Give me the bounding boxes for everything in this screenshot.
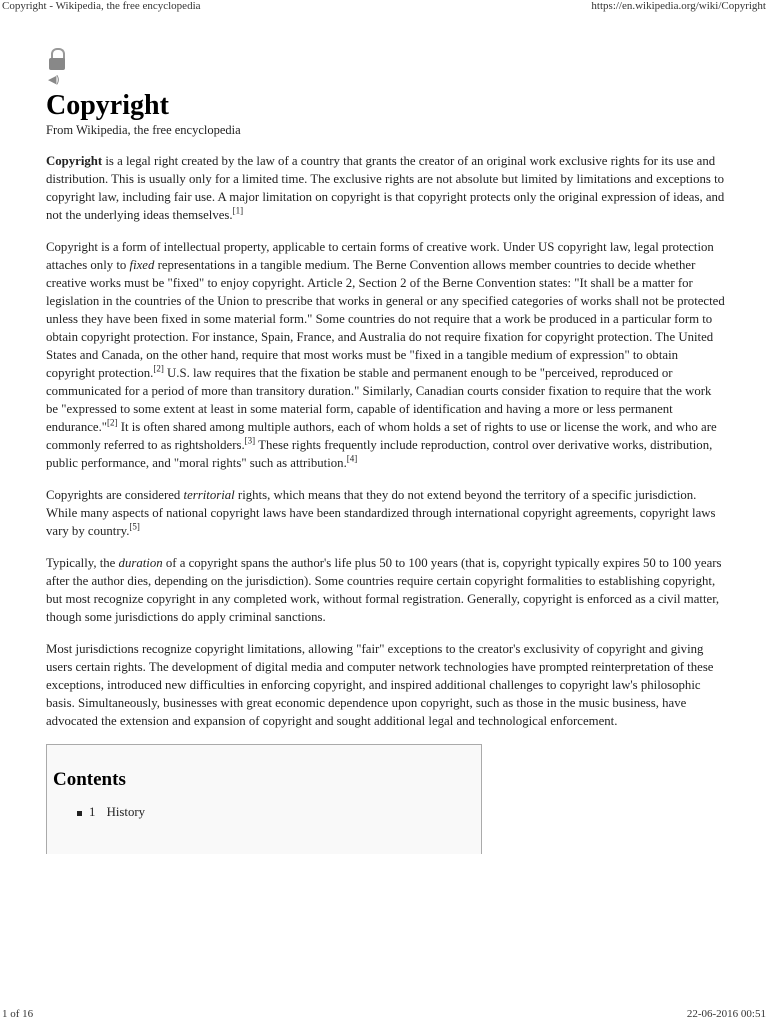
table-of-contents	[46, 744, 482, 854]
citation-link[interactable]: [5]	[129, 521, 140, 532]
paragraph-4: Typically, the duration of a copyright spans the author's life plus 50 to 100 years (that is, copyright typically expires 50 to 100 years after the author dies, depending on the jurisdiction). Some countries require certain copyright formalities to establishing copyright, but most recognize copyright in any completed work, without formal registration. Generally, copyright is enforced as a civil matter, though some jurisdictions do apply criminal sanctions.	[46, 556, 722, 624]
print-timestamp: 22-06-2016 00:51	[686, 1008, 766, 1020]
bold-term: Copyright	[46, 154, 103, 168]
citation-link[interactable]: [3]	[244, 435, 256, 446]
page-title: Copyright	[46, 90, 169, 121]
print-footer	[0, 1008, 768, 1024]
paragraph-5: Most jurisdictions recognize copyright limitations, allowing "fair" exceptions to the creator's exclusivity of copyright and giving users certain rights. The development of digital media and computer network technologies have prompted reinterpretation of these exceptions, introduced new difficulties in enforcing copyright, and inspired additional challenges to copyright law's philosophic basis. Simultaneously, businesses with great economic dependence upon copyright, such as those in the music business, have advocated the extension and expansion of copyright and sought additional legal and technological enforcement.	[46, 642, 714, 728]
citation-link[interactable]: [1]	[232, 205, 244, 216]
citation-link[interactable]: [4]	[346, 453, 358, 464]
paragraph-3: Copyrights are considered territorial rights, which means that they do not extend beyond the territory of a specific jurisdiction. While many aspects of national copyright laws have been standardized through international copyright agreements, copyright laws vary by country.[5]	[46, 488, 716, 538]
print-header	[0, 0, 768, 16]
citation-link[interactable]: [2]	[153, 363, 164, 374]
print-header-title: Copyright - Wikipedia, the free encyclopedia	[2, 0, 201, 12]
toc-item-number: 1	[89, 805, 96, 819]
toc-item-label[interactable]: History	[106, 805, 146, 819]
bullet-icon	[77, 811, 82, 816]
paragraph-1: Copyright is a legal right created by the law of a country that grants the creator of an original work exclusive rights for its use and distribution. This is usually only for a limited time. The exclusive rights are not absolute but limited by limitations and exceptions to copyright law, including fair use. A major limitation on copyright is that copyright protects only the original expression of ideas, and not the underlying ideas themselves.[1]	[46, 154, 725, 222]
citation-link[interactable]: [2]	[107, 417, 118, 428]
page-tagline: From Wikipedia, the free encyclopedia	[46, 123, 241, 137]
print-header-url: https://en.wikipedia.org/wiki/Copyright	[591, 0, 766, 12]
toc-item-history[interactable]	[53, 805, 481, 820]
page-count: 1 of 16	[2, 1008, 34, 1020]
lock-speaker-icon[interactable]: ◀)	[48, 48, 66, 88]
toc-title: Contents	[53, 769, 126, 790]
paragraph-2: Copyright is a form of intellectual property, applicable to certain forms of creative work. Under US copyright law, legal protection attaches only to fixed representations in a tangible medium. The Berne Convention allows member countries to decide whether creative works must be "fixed" to enjoy copyright. Article 2, Section 2 of the Berne Convention states: "It shall be a matter for legislation in the countries of the Union to prescribe that works in general or any specified categories of works shall not be protected unless they have been fixed in some material form." Some countries do not require that a work be produced in a particular form to obtain copyright protection. For instance, Spain, France, and Australia do not require fixation for copyright protection. The United States and Canada, on the other hand, require that most works must be "fixed in a tangible medium of expression" to obtain copyright protection.[2] U.S. law requires that the fixation be stable and permanent enough to be "perceived, reproduced or communicated for a period of more than transitory duration." Similarly, Canadian courts consider fixation to require that the work be "expressed to some extent at least in some material form, capable of identification and having a more or less permanent endurance."[2] It is often shared among multiple authors, each of whom holds a set of rights to use or license the work, and who are commonly referred to as rightsholders.[3] These rights frequently include reproduction, control over derivative works, distribution, public performance, and "moral rights" such as attribution.[4]	[46, 240, 725, 470]
article-content	[46, 48, 726, 854]
